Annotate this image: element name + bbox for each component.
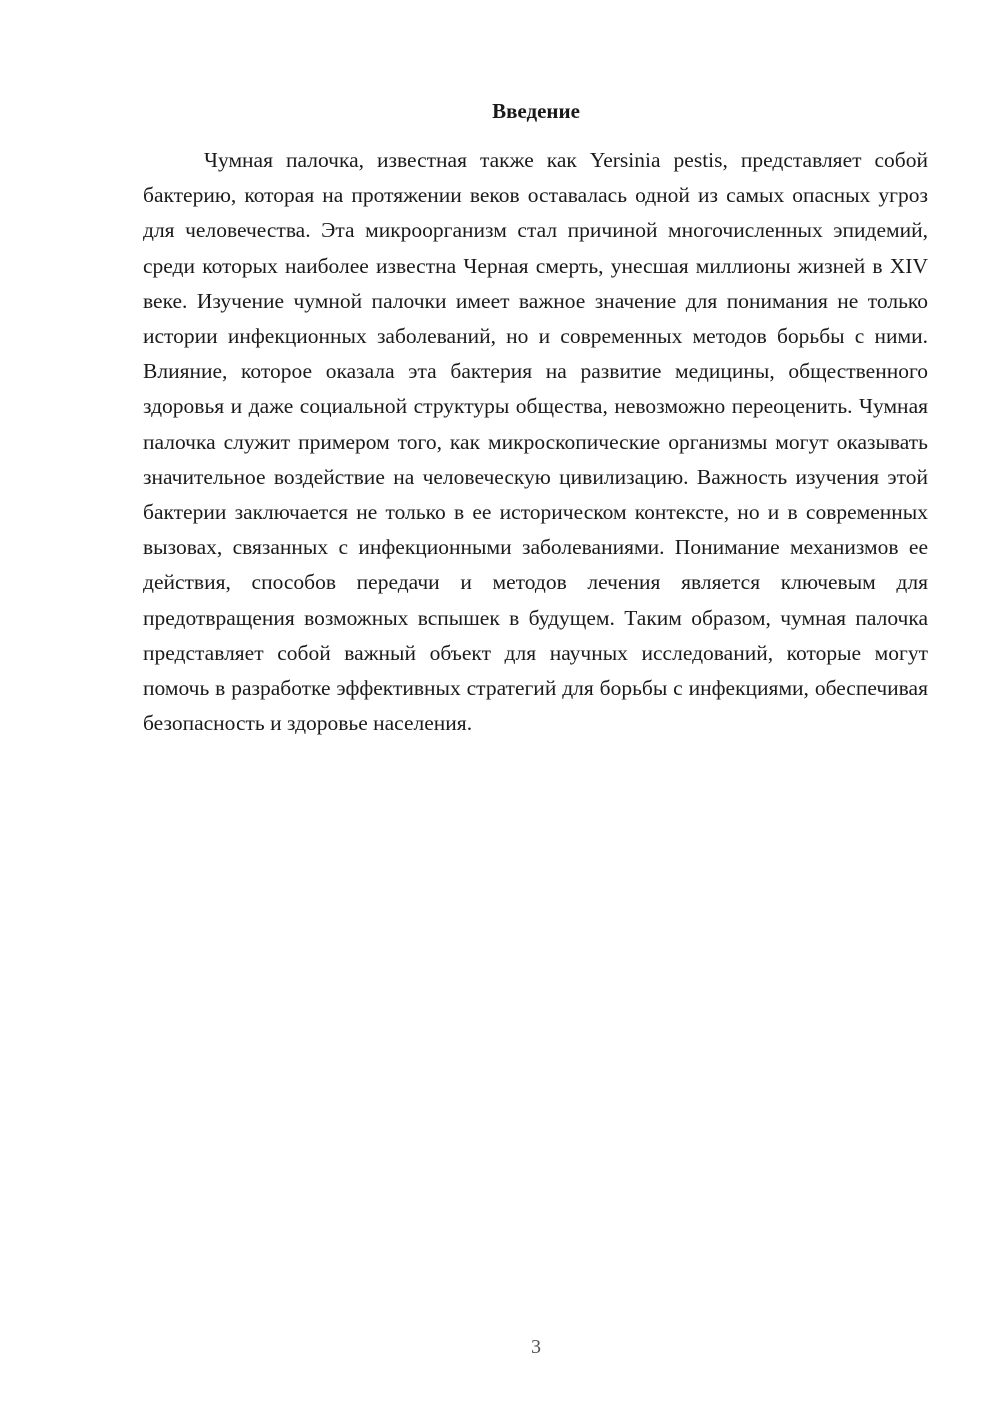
section-heading: Введение	[492, 99, 580, 123]
page-number: 3	[531, 1336, 541, 1358]
body-paragraph: Чумная палочка, известная также как Yersinia pestis, представляет собой бактерию, которая на протяжении веков оставалась одной из самых опасных угроз для человечества. Эта микроорганизм стал причиной многочисленных эпидемий, среди которых наиболее известна Черная смерть, унесшая миллионы жизней в XIV веке. Изучение чумной палочки имеет важное значение для понимания не только истории инфекционных заболеваний, но и современных методов борьбы с ними. Влияние, которое оказала эта бактерия на развитие медицины, общественного здоровья и даже социальной структуры общества, невозможно переоценить. Чумная палочка служит примером того, как микроскопические организмы могут оказывать значительное воздействие на человеческую цивилизацию. Важность изучения этой бактерии заключается не только в ее историческом контексте, но и в современных вызовах, связанных с инфекционными заболеваниями. Понимание механизмов ее действия, способов передачи и методов лечения является ключевым для предотвращения возможных вспышек в будущем. Таким образом, чумная палочка представляет собой важный объект для научных исследований, которые могут помочь в разработке эффективных стратегий для борьбы с инфекциями, обеспечивая безопасность и здоровье населения.	[143, 148, 928, 736]
